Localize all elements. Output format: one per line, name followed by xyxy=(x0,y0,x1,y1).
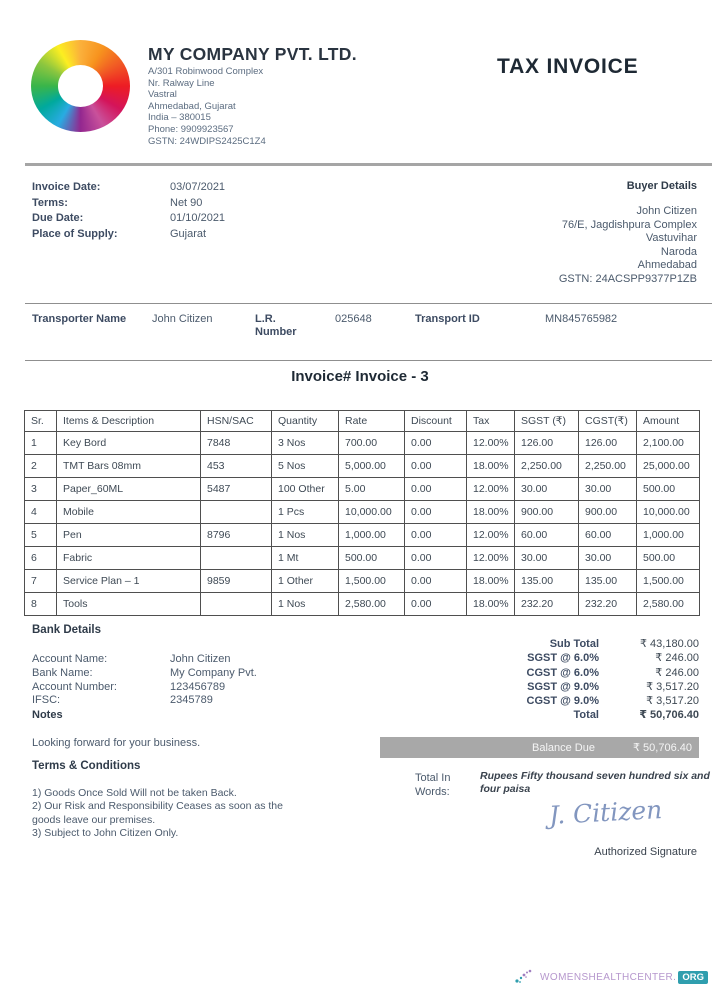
cell-discount: 0.00 xyxy=(405,501,467,524)
cell-amount: 1,000.00 xyxy=(637,524,700,547)
cell-sr: 5 xyxy=(25,524,57,547)
table-row xyxy=(25,570,700,593)
bank-field-label: IFSC: xyxy=(32,694,61,707)
cell-tax: 12.00% xyxy=(467,478,515,501)
cell-sr: 6 xyxy=(25,547,57,570)
column-header: HSN/SAC xyxy=(201,411,272,432)
table-row xyxy=(25,547,700,570)
cell-hsn xyxy=(201,547,272,570)
invoice-date-label: Invoice Date: xyxy=(32,181,101,193)
cell-discount: 0.00 xyxy=(405,593,467,616)
buyer-address-line: John Citizen xyxy=(636,205,697,217)
cgst9-value: ₹ 3,517.20 xyxy=(646,695,699,708)
cell-hsn: 453 xyxy=(201,455,272,478)
grand-total-row xyxy=(369,708,699,722)
cell-tax: 12.00% xyxy=(467,432,515,455)
subtotal-row xyxy=(369,637,699,651)
items-table xyxy=(24,410,700,616)
bank-field-label: Account Number: xyxy=(32,680,117,693)
sgst6-value: ₹ 246.00 xyxy=(655,652,699,665)
total-in-words-label: Total In Words: xyxy=(415,772,451,798)
cell-discount: 0.00 xyxy=(405,547,467,570)
table-row xyxy=(25,432,700,455)
cell-sgst: 135.00 xyxy=(515,570,579,593)
bank-field-value: My Company Pvt. xyxy=(170,666,257,679)
cell-amount: 500.00 xyxy=(637,547,700,570)
document-title: TAX INVOICE xyxy=(497,55,639,78)
terms-value: Net 90 xyxy=(170,196,203,209)
cell-sgst: 60.00 xyxy=(515,524,579,547)
sgst9-label: SGST @ 9.0% xyxy=(527,680,599,693)
cell-tax: 12.00% xyxy=(467,524,515,547)
column-header: SGST (₹) xyxy=(515,411,579,432)
company-address-line: Vastral xyxy=(148,89,177,101)
column-header: Tax xyxy=(467,411,515,432)
sgst6-row xyxy=(369,651,699,665)
table-body xyxy=(25,432,700,616)
signature-script: J. Citizen xyxy=(548,795,663,830)
terms-item: 1) Goods Once Sold Will not be taken Back. xyxy=(32,787,237,799)
cell-description: Paper_60ML xyxy=(57,478,201,501)
grand-total-value: ₹ 50,706.40 xyxy=(639,709,699,722)
column-header: Amount xyxy=(637,411,700,432)
terms-heading: Terms & Conditions xyxy=(32,760,141,772)
cell-tax: 18.00% xyxy=(467,593,515,616)
invoice-date-value: 03/07/2021 xyxy=(170,181,226,193)
cell-tax: 18.00% xyxy=(467,570,515,593)
cell-description: Tools xyxy=(57,593,201,616)
cgst6-row xyxy=(369,666,699,680)
cell-rate: 1,500.00 xyxy=(339,570,405,593)
cell-sgst: 232.20 xyxy=(515,593,579,616)
cgst6-label: CGST @ 6.0% xyxy=(526,666,599,679)
cell-cgst: 135.00 xyxy=(579,570,637,593)
terms-label: Terms: xyxy=(32,196,68,209)
note-text: Looking forward for your business. xyxy=(32,737,201,749)
bank-field-row xyxy=(32,653,257,667)
cell-cgst: 60.00 xyxy=(579,524,637,547)
column-header: Quantity xyxy=(272,411,339,432)
cell-rate: 700.00 xyxy=(339,432,405,455)
bank-field-row xyxy=(32,694,257,708)
cell-discount: 0.00 xyxy=(405,570,467,593)
cell-discount: 0.00 xyxy=(405,478,467,501)
cell-amount: 500.00 xyxy=(637,478,700,501)
cell-sr: 3 xyxy=(25,478,57,501)
cell-cgst: 232.20 xyxy=(579,593,637,616)
footer-org-badge: ORG xyxy=(678,971,708,984)
cell-rate: 10,000.00 xyxy=(339,501,405,524)
cell-discount: 0.00 xyxy=(405,432,467,455)
footer-watermark xyxy=(514,969,708,985)
cgst9-label: CGST @ 9.0% xyxy=(526,695,599,708)
cell-hsn: 7848 xyxy=(201,432,272,455)
cell-amount: 2,100.00 xyxy=(637,432,700,455)
divider xyxy=(25,303,712,304)
company-address-line: India – 380015 xyxy=(148,112,211,124)
total-in-words-text: Rupees Fifty thousand seven hundred six and four paisa xyxy=(480,770,710,795)
cell-sgst: 126.00 xyxy=(515,432,579,455)
sgst6-label: SGST @ 6.0% xyxy=(527,652,599,665)
cell-quantity: 1 Pcs xyxy=(272,501,339,524)
cell-sgst: 900.00 xyxy=(515,501,579,524)
table-row xyxy=(25,478,700,501)
cell-quantity: 1 Nos xyxy=(272,593,339,616)
subtotal-value: ₹ 43,180.00 xyxy=(640,638,699,650)
invoice-meta xyxy=(32,180,225,242)
bank-field-row xyxy=(32,667,257,681)
cell-quantity: 1 Mt xyxy=(272,547,339,570)
cell-amount: 25,000.00 xyxy=(637,455,700,478)
meta-row xyxy=(32,196,225,212)
bank-field-label: Bank Name: xyxy=(32,666,93,679)
cell-sgst: 30.00 xyxy=(515,547,579,570)
due-date-value: 01/10/2021 xyxy=(170,212,226,225)
transport-id-label: Transport ID xyxy=(415,313,480,325)
notes-heading: Notes xyxy=(32,709,63,721)
due-date-label: Due Date: xyxy=(32,212,84,225)
cell-description: Fabric xyxy=(57,547,201,570)
cell-hsn xyxy=(201,501,272,524)
table-row xyxy=(25,524,700,547)
divider xyxy=(25,360,712,361)
table-header-row xyxy=(25,411,700,432)
column-header: Sr. xyxy=(25,411,57,432)
subtotal-label: Sub Total xyxy=(549,638,599,650)
bank-field-value: 123456789 xyxy=(170,680,226,693)
footer-brand-text: WOMENSHEALTHCENTER. xyxy=(540,971,677,983)
bank-details-heading: Bank Details xyxy=(32,624,102,636)
balance-due-value: ₹ 50,706.40 xyxy=(633,742,692,754)
buyer-address-line: Vastuvihar xyxy=(645,232,697,245)
cell-sgst: 30.00 xyxy=(515,478,579,501)
cell-hsn: 9859 xyxy=(201,570,272,593)
bank-field-value: John Citizen xyxy=(170,653,231,665)
terms-list xyxy=(32,787,286,841)
buyer-address xyxy=(559,205,697,287)
buyer-address-line: Naroda xyxy=(660,245,697,258)
invoice-number-title: Invoice# Invoice - 3 xyxy=(291,368,429,385)
meta-row xyxy=(32,227,225,243)
cell-rate: 1,000.00 xyxy=(339,524,405,547)
buyer-address-line: 76/E, Jagdishpura Complex xyxy=(561,218,697,231)
cgst9-row xyxy=(369,694,699,708)
cell-amount: 2,580.00 xyxy=(637,593,700,616)
balance-due-bar xyxy=(380,737,699,758)
terms-item: 2) Our Risk and Responsibility Ceases as soon as the goods leave our premises. xyxy=(32,800,283,826)
company-address-line: Phone: 9909923567 xyxy=(148,123,234,135)
lr-number-value: 025648 xyxy=(335,313,372,325)
footer-dots-icon xyxy=(514,969,538,985)
table-row xyxy=(25,455,700,478)
company-name: MY COMPANY PVT. LTD. xyxy=(148,44,357,64)
cell-cgst: 126.00 xyxy=(579,432,637,455)
company-address-line: A/301 Robinwood Complex xyxy=(148,66,264,77)
cell-discount: 0.00 xyxy=(405,524,467,547)
cell-tax: 12.00% xyxy=(467,547,515,570)
totals-summary xyxy=(369,637,699,723)
company-address-line: Ahmedabad, Gujarat xyxy=(148,100,236,112)
cell-rate: 5,000.00 xyxy=(339,455,405,478)
balance-due-label: Balance Due xyxy=(532,741,595,754)
terms-item: 3) Subject to John Citizen Only. xyxy=(32,827,179,840)
cell-rate: 5.00 xyxy=(339,478,405,501)
column-header: Rate xyxy=(339,411,405,432)
cell-cgst: 30.00 xyxy=(579,478,637,501)
cell-quantity: 1 Nos xyxy=(272,524,339,547)
transport-id-value: MN845765982 xyxy=(545,313,618,325)
cell-tax: 18.00% xyxy=(467,501,515,524)
sgst9-row xyxy=(369,680,699,694)
cell-cgst: 30.00 xyxy=(579,547,637,570)
cell-hsn: 5487 xyxy=(201,478,272,501)
bank-field-row xyxy=(32,681,257,695)
cell-description: Pen xyxy=(57,524,201,547)
company-address xyxy=(148,66,266,147)
bank-field-label: Account Name: xyxy=(32,653,108,665)
table-row xyxy=(25,593,700,616)
authorized-signature-label: Authorized Signature xyxy=(594,846,697,858)
cell-cgst: 900.00 xyxy=(579,501,637,524)
column-header: CGST(₹) xyxy=(579,411,637,432)
cgst6-value: ₹ 246.00 xyxy=(655,666,699,679)
divider xyxy=(25,163,712,166)
cell-quantity: 100 Other xyxy=(272,478,339,501)
table-row xyxy=(25,501,700,524)
transporter-name-value: John Citizen xyxy=(152,313,213,325)
sgst9-value: ₹ 3,517.20 xyxy=(646,680,699,693)
buyer-address-line: GSTN: 24ACSPP9377P1ZB xyxy=(558,272,697,285)
cell-amount: 1,500.00 xyxy=(637,570,700,593)
column-header: Discount xyxy=(405,411,467,432)
cell-description: Service Plan – 1 xyxy=(57,570,201,593)
buyer-details-heading: Buyer Details xyxy=(626,180,697,192)
company-logo-swirl-icon xyxy=(31,40,130,132)
cell-sr: 7 xyxy=(25,570,57,593)
grand-total-label: Total xyxy=(573,709,599,722)
place-of-supply-label: Place of Supply: xyxy=(32,227,118,240)
cell-rate: 500.00 xyxy=(339,547,405,570)
company-address-line: GSTN: 24WDIPS2425C1Z4 xyxy=(148,135,266,147)
lr-number-label: L.R. Number xyxy=(255,313,297,338)
column-header: Items & Description xyxy=(57,411,201,432)
buyer-details xyxy=(559,180,697,287)
meta-row xyxy=(32,211,225,227)
cell-rate: 2,580.00 xyxy=(339,593,405,616)
cell-tax: 18.00% xyxy=(467,455,515,478)
meta-row xyxy=(32,180,225,196)
cell-description: Mobile xyxy=(57,501,201,524)
company-address-line: Nr. Ralway Line xyxy=(148,77,215,89)
cell-hsn xyxy=(201,593,272,616)
cell-hsn: 8796 xyxy=(201,524,272,547)
cell-sgst: 2,250.00 xyxy=(515,455,579,478)
cell-cgst: 2,250.00 xyxy=(579,455,637,478)
cell-quantity: 1 Other xyxy=(272,570,339,593)
cell-quantity: 3 Nos xyxy=(272,432,339,455)
cell-sr: 2 xyxy=(25,455,57,478)
cell-amount: 10,000.00 xyxy=(637,501,700,524)
cell-quantity: 5 Nos xyxy=(272,455,339,478)
cell-description: TMT Bars 08mm xyxy=(57,455,201,478)
cell-sr: 4 xyxy=(25,501,57,524)
bank-field-value: 2345789 xyxy=(170,694,213,707)
cell-sr: 1 xyxy=(25,432,57,455)
bank-fields xyxy=(32,653,257,708)
buyer-address-line: Ahmedabad xyxy=(637,259,697,272)
cell-discount: 0.00 xyxy=(405,455,467,478)
transporter-name-label: Transporter Name xyxy=(32,313,127,325)
cell-description: Key Bord xyxy=(57,432,201,455)
place-of-supply-value: Gujarat xyxy=(170,227,207,240)
cell-sr: 8 xyxy=(25,593,57,616)
